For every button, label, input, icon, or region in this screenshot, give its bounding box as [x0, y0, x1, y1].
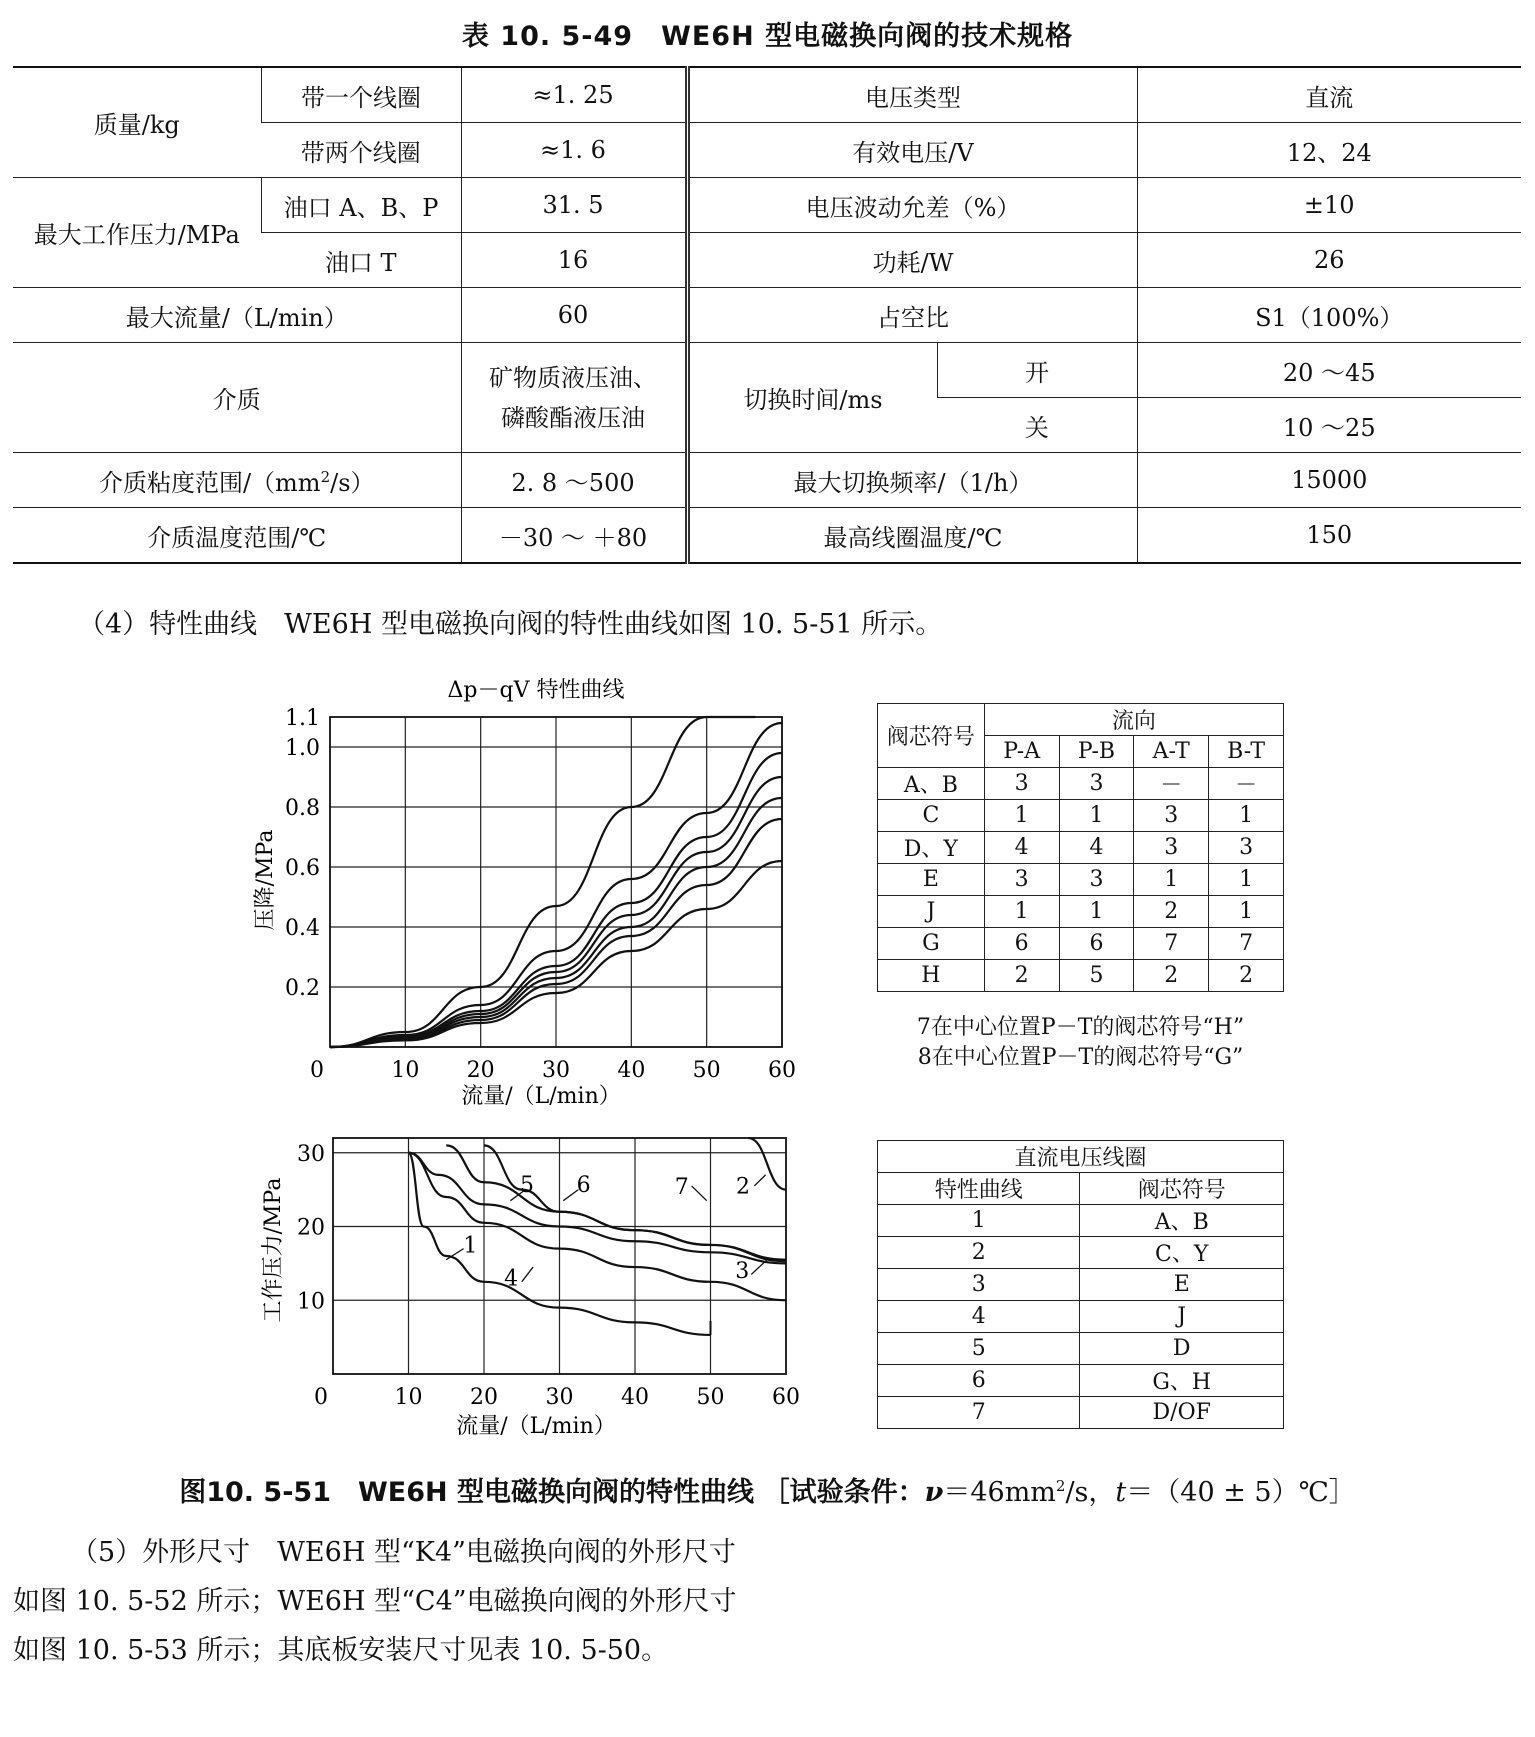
- table-cell: 4: [1059, 832, 1134, 864]
- x-tick-label: 30: [545, 1385, 574, 1410]
- chart-wp-ylabel: 工作压力/MPa: [261, 1177, 286, 1323]
- one-coil-label: 带一个线圈: [261, 67, 461, 123]
- ports-abp-label: 油口 A、B、P: [261, 178, 461, 233]
- x-tick-label: 50: [696, 1385, 725, 1410]
- table-cell: 1: [1209, 864, 1284, 896]
- tolerance-label: 电压波动允差（%）: [687, 178, 1137, 233]
- flow-note-1: 7在中心位置P－T的阀芯符号“H”: [916, 1015, 1245, 1040]
- table-cell: 1: [1209, 896, 1284, 928]
- power-label: 功耗/W: [687, 233, 1137, 288]
- table-cell: 3: [1059, 768, 1134, 800]
- switch-on-value: 20 ～45: [1137, 343, 1521, 398]
- table-cell: J: [1080, 1301, 1284, 1333]
- table-row: [878, 896, 1284, 928]
- flow-direction-table: [877, 703, 1284, 992]
- curve-label: 6: [576, 1172, 591, 1198]
- table-cell: 5: [1059, 960, 1134, 992]
- curve-label: 4: [504, 1266, 519, 1292]
- table-cell: 3: [1134, 800, 1209, 832]
- flow-col-header: P-A: [984, 736, 1059, 768]
- flow-note: [877, 1013, 1284, 1073]
- y-tick-label: 20: [297, 1215, 325, 1241]
- switch-on-label: 开: [937, 343, 1137, 398]
- caption-condition: ［试验条件：$\nu=46mm^2/s$，t＝（40 ± 5）℃］: [762, 1477, 1356, 1508]
- label-leader: [751, 1260, 767, 1275]
- table-cell: 7: [1209, 928, 1284, 960]
- table-cell: 1: [1209, 800, 1284, 832]
- chart-dp-grid: [330, 717, 782, 1047]
- table-cell: －: [1209, 768, 1284, 800]
- flow-note-2: 8在中心位置P－T的阀芯符号“G”: [917, 1045, 1244, 1070]
- label-leader: [754, 1175, 765, 1186]
- y-tick-label: 10: [297, 1289, 325, 1315]
- table-cell: －: [1134, 768, 1209, 800]
- viscosity-value: 2. 8 ～500: [461, 453, 687, 508]
- y-tick-label: 0.2: [285, 976, 320, 1001]
- table-row: [878, 1269, 1284, 1301]
- curve-label: 5: [520, 1172, 535, 1198]
- flow-h-core: 阀芯符号: [878, 704, 985, 768]
- flow-col-header: A-T: [1134, 736, 1209, 768]
- wp-curve-2: [748, 1138, 786, 1190]
- chart-wp-xlabel: 流量/（L/min）: [456, 1414, 616, 1439]
- label-leader: [692, 1186, 707, 1201]
- table-cell: G: [878, 928, 985, 960]
- table-cell: 5: [878, 1333, 1080, 1365]
- table-cell: 2: [878, 1237, 1080, 1269]
- table-cell: 6: [878, 1365, 1080, 1397]
- x-tick-label: 0: [314, 1385, 328, 1410]
- table-row: [878, 1237, 1284, 1269]
- table-cell: 2: [1209, 960, 1284, 992]
- one-coil-value: ≈1. 25: [461, 67, 687, 123]
- tolerance-value: ±10: [1137, 178, 1521, 233]
- table-row: [878, 1205, 1284, 1237]
- switch-off-label: 关: [937, 398, 1137, 453]
- x-tick-label: 10: [391, 1058, 420, 1083]
- flow-col-header: P-B: [1059, 736, 1134, 768]
- wp-curve-6: [446, 1145, 786, 1261]
- table-cell: C、Y: [1080, 1237, 1284, 1269]
- chart-wp-grid: [333, 1138, 786, 1374]
- chart-dp-title: Δp－qV 特性曲线: [447, 678, 625, 703]
- temperature-value: －30 ～ ＋80: [461, 508, 687, 564]
- flow-value: 60: [461, 288, 687, 343]
- port-t-label: 油口 T: [261, 233, 461, 288]
- pressure-label: 最大工作压力/MPa: [13, 178, 261, 288]
- table-cell: E: [878, 864, 985, 896]
- paragraph-5: （5）外形尺寸 WE6H 型“K4”电磁换向阀的外形尺寸如图 10. 5-52 所示；WE6H 型“C4”电磁换向阀的外形尺寸如图 10. 5-53 所示；其底板安装尺寸见表 10. 5-50。: [13, 1537, 737, 1666]
- table-cell: 7: [1134, 928, 1209, 960]
- table-cell: H: [878, 960, 985, 992]
- x-tick-label: 40: [617, 1058, 646, 1083]
- flow-h-flow: 流向: [984, 704, 1283, 736]
- y-tick-label: 1.0: [285, 736, 320, 761]
- y-tick-label: 0.4: [285, 916, 320, 941]
- x-tick-label: 30: [542, 1058, 570, 1083]
- table-cell: 2: [1134, 960, 1209, 992]
- x-tick-label: 40: [621, 1385, 649, 1410]
- curve-label: 1: [463, 1233, 478, 1259]
- temperature-label: 介质温度范围/℃: [13, 508, 461, 564]
- flow-label: 最大流量/（L/min）: [13, 288, 461, 343]
- table-title: 表 10. 5-49 WE6H 型电磁换向阀的技术规格: [461, 21, 1074, 52]
- table-row: [878, 1301, 1284, 1333]
- dc-coil-table: [877, 1140, 1284, 1429]
- figure-caption: [0, 1470, 1535, 1509]
- port-t-value: 16: [461, 233, 687, 288]
- table-cell: C: [878, 800, 985, 832]
- chart-dp-xlabel: 流量/（L/min）: [461, 1084, 621, 1109]
- table-cell: G、H: [1080, 1365, 1284, 1397]
- table-cell: 3: [1134, 832, 1209, 864]
- x-tick-label: 20: [470, 1385, 498, 1410]
- x-tick-label: 60: [772, 1385, 800, 1410]
- dc-title: 直流电压线圈: [878, 1141, 1284, 1173]
- x-tick-label: 50: [692, 1058, 721, 1083]
- chart-wp-curve-labels: [446, 1173, 767, 1292]
- paragraph-4: （4）特性曲线 WE6H 型电磁换向阀的特性曲线如图 10. 5-51 所示。: [78, 609, 943, 640]
- table-cell: A、B: [878, 768, 985, 800]
- chart-dp-yticks: [285, 706, 320, 1001]
- y-tick-label: 0.6: [285, 856, 320, 881]
- chart-wp-xticks: [314, 1385, 800, 1410]
- table-cell: J: [878, 896, 985, 928]
- table-cell: 1: [1059, 800, 1134, 832]
- voltage-value: 12、24: [1137, 123, 1521, 178]
- dc-h-core: 阀芯符号: [1080, 1173, 1284, 1205]
- chart-wp-yticks: [297, 1142, 325, 1315]
- table-cell: 1: [1059, 896, 1134, 928]
- duty-label: 占空比: [687, 288, 1137, 343]
- table-cell: 2: [1134, 896, 1209, 928]
- duty-value: S1（100%）: [1137, 288, 1521, 343]
- table-cell: 6: [984, 928, 1059, 960]
- table-cell: 7: [878, 1397, 1080, 1429]
- coil-temp-label: 最高线圈温度/℃: [687, 508, 1137, 564]
- table-cell: 3: [1059, 864, 1134, 896]
- max-freq-label: 最大切换频率/（1/h）: [687, 453, 1137, 508]
- x-tick-label: 0: [310, 1058, 324, 1083]
- table-cell: E: [1080, 1269, 1284, 1301]
- coil-temp-value: 150: [1137, 508, 1521, 564]
- table-cell: 3: [984, 864, 1059, 896]
- chart-dp-xticks: [310, 1058, 796, 1083]
- switch-off-value: 10 ～25: [1137, 398, 1521, 453]
- y-tick-label: 30: [297, 1141, 325, 1167]
- caption-label: 图10. 5-51 WE6H 型电磁换向阀的特性曲线: [179, 1477, 755, 1508]
- y-tick-label: 1.1: [285, 706, 320, 731]
- medium-value-1: 矿物质液压油、: [489, 363, 657, 392]
- table-cell: 3: [878, 1269, 1080, 1301]
- mass-label: 质量/kg: [13, 67, 261, 178]
- table-cell: 3: [1209, 832, 1284, 864]
- switch-time-label: 切换时间/ms: [687, 343, 937, 453]
- table-cell: 1: [984, 896, 1059, 928]
- table-row: [878, 832, 1284, 864]
- y-tick-label: 0.8: [285, 796, 320, 821]
- viscosity-label: 介质粘度范围$/(mm^2/s)$: [13, 453, 461, 508]
- x-tick-label: 60: [768, 1058, 796, 1083]
- chart-dp-ylabel: 压降/MPa: [253, 829, 278, 931]
- table-cell: 1: [984, 800, 1059, 832]
- flow-col-header: B-T: [1209, 736, 1284, 768]
- x-tick-label: 10: [394, 1385, 423, 1410]
- dp-curve: [330, 717, 756, 1047]
- table-row: [878, 960, 1284, 992]
- two-coil-value: ≈1. 6: [461, 123, 687, 178]
- two-coil-label: 带两个线圈: [261, 123, 461, 178]
- table-cell: 6: [1059, 928, 1134, 960]
- power-value: 26: [1137, 233, 1521, 288]
- medium-label: 介质: [13, 343, 461, 453]
- table-cell: D、Y: [878, 832, 985, 864]
- table-cell: 3: [984, 768, 1059, 800]
- table-row: [878, 800, 1284, 832]
- voltage-type-value: 直流: [1137, 67, 1521, 123]
- table-row: [878, 928, 1284, 960]
- table-row: [878, 768, 1284, 800]
- table-row: [878, 1365, 1284, 1397]
- voltage-label: 有效电压/V: [687, 123, 1137, 178]
- table-cell: 4: [984, 832, 1059, 864]
- table-cell: 4: [878, 1301, 1080, 1333]
- table-cell: 1: [1134, 864, 1209, 896]
- ports-abp-value: 31. 5: [461, 178, 687, 233]
- dc-h-curve: 特性曲线: [878, 1173, 1080, 1205]
- curve-label: 7: [674, 1175, 689, 1201]
- table-cell: A、B: [1080, 1205, 1284, 1237]
- table-row: [878, 1333, 1284, 1365]
- medium-value-2: 磷酸酯液压油: [501, 403, 645, 432]
- x-tick-label: 20: [466, 1058, 495, 1083]
- table-cell: 2: [984, 960, 1059, 992]
- table-cell: D/OF: [1080, 1397, 1284, 1429]
- label-leader: [522, 1267, 533, 1282]
- table-cell: 1: [878, 1205, 1080, 1237]
- max-freq-value: 15000: [1137, 453, 1521, 508]
- table-row: [878, 864, 1284, 896]
- voltage-type-label: 电压类型: [687, 67, 1137, 123]
- table-row: [878, 1397, 1284, 1429]
- curve-label: 3: [735, 1259, 750, 1285]
- table-cell: D: [1080, 1333, 1284, 1365]
- curve-label: 2: [735, 1174, 750, 1200]
